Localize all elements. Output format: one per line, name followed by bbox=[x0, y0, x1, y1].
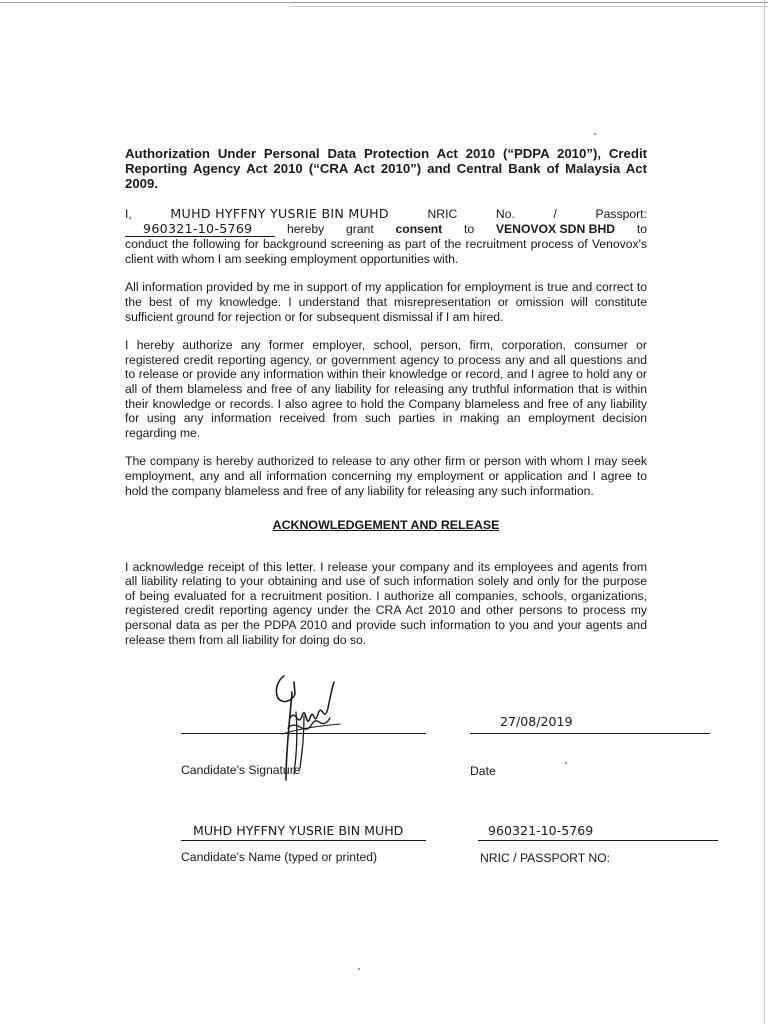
nric-passport-line bbox=[478, 840, 718, 841]
signature-label: Candidate's Signature bbox=[181, 763, 301, 777]
company-name: VENOVOX SDN BHD bbox=[495, 221, 616, 236]
document-body bbox=[125, 146, 647, 647]
signature-line bbox=[181, 733, 426, 734]
consent-continuation: conduct the following for background screening as part of the recruitment process of Venovox's client with whom I am seeking employment opportunities with. bbox=[125, 237, 647, 266]
candidate-name-line bbox=[181, 840, 426, 841]
nric-label-4: Passport: bbox=[595, 207, 647, 221]
ack-heading: ACKNOWLEDGEMENT AND RELEASE bbox=[272, 518, 500, 533]
paragraph-release: The company is hereby authorized to release to any other firm or person with whom I may seek employment, any and all information concerning my employment or application and I agree to hold the company blameless and free of any liability for releasing any such information. bbox=[125, 454, 647, 498]
scan-edge-top bbox=[0, 2, 768, 3]
paragraph-authorization: I hereby authorize any former employer, school, person, firm, corporation, consumer or registered credit reporting agency, or government agency to process any and all questions and to release or provide any information within their knowledge or record, and I agree to hold any or all of them blameless and free of any liability for releasing any truthful information that is within their knowledge or records. I also agree to hold the Company blameless and free of any liability for using any information received from such parties in making an employment decision regarding me. bbox=[125, 338, 647, 440]
paragraph-accuracy: All information provided by me in support of my application for employment is true and correct to the best of my knowledge. I understand that misrepresentation or omission will constitute sufficient ground for rejection or for subsequent dismissal if I am hired. bbox=[125, 280, 647, 324]
grant-word-4: to bbox=[636, 221, 647, 236]
consent-prefix: I, bbox=[125, 207, 132, 221]
scan-speck bbox=[358, 968, 360, 970]
signature-image bbox=[262, 668, 352, 786]
grant-consent-bold: consent bbox=[395, 221, 443, 236]
grant-word-2: grant bbox=[346, 221, 374, 236]
document-title: Authorization Under Personal Data Protection Act 2010 (“PDPA 2010”), Credit Reporting Agency Act 2010 (“CRA Act 2010”) and Central Bank of Malaysia Act 2009. bbox=[125, 146, 647, 191]
date-label: Date bbox=[470, 764, 496, 778]
candidate-name-label: Candidate's Name (typed or printed) bbox=[181, 850, 378, 864]
nric-label-3: / bbox=[553, 207, 557, 221]
scan-edge-top-inner bbox=[290, 6, 768, 7]
consent-grant bbox=[275, 222, 647, 237]
consent-line-2 bbox=[125, 222, 647, 238]
scan-speck bbox=[594, 133, 596, 135]
consent-line-1 bbox=[125, 207, 647, 222]
nric-passport-label: NRIC / PASSPORT NO: bbox=[480, 851, 611, 865]
grant-word-3: to bbox=[463, 221, 475, 236]
scan-edge-right bbox=[764, 0, 765, 1024]
grant-word-1: hereby bbox=[287, 221, 325, 236]
date-line bbox=[470, 733, 710, 734]
nric-label-2: No. bbox=[495, 207, 515, 221]
candidate-name-fill: MUHD HYFFNY YUSRIE BIN MUHD bbox=[170, 206, 389, 221]
nric-value-fill: 960321-10-5769 bbox=[125, 222, 275, 238]
date-value: 27/08/2019 bbox=[500, 714, 573, 729]
scan-speck bbox=[565, 762, 567, 764]
nric-label-1: NRIC bbox=[427, 207, 458, 221]
candidate-name-value: MUHD HYFFNY YUSRIE BIN MUHD bbox=[193, 823, 404, 838]
nric-passport-value: 960321-10-5769 bbox=[488, 823, 594, 838]
ack-paragraph: I acknowledge receipt of this letter. I release your company and its employees and agents from all liability relating to your obtaining and use of such information solely and only for the purpose of being evaluated for a recruitment position. I authorize all companies, schools, organizations, registered credit reporting agency under the CRA Act 2010 and other persons to process my personal data as per the PDPA 2010 and provide such information to you and your agents and release them from all liability for doing do so. bbox=[125, 559, 647, 647]
consent-paragraph bbox=[125, 207, 647, 266]
